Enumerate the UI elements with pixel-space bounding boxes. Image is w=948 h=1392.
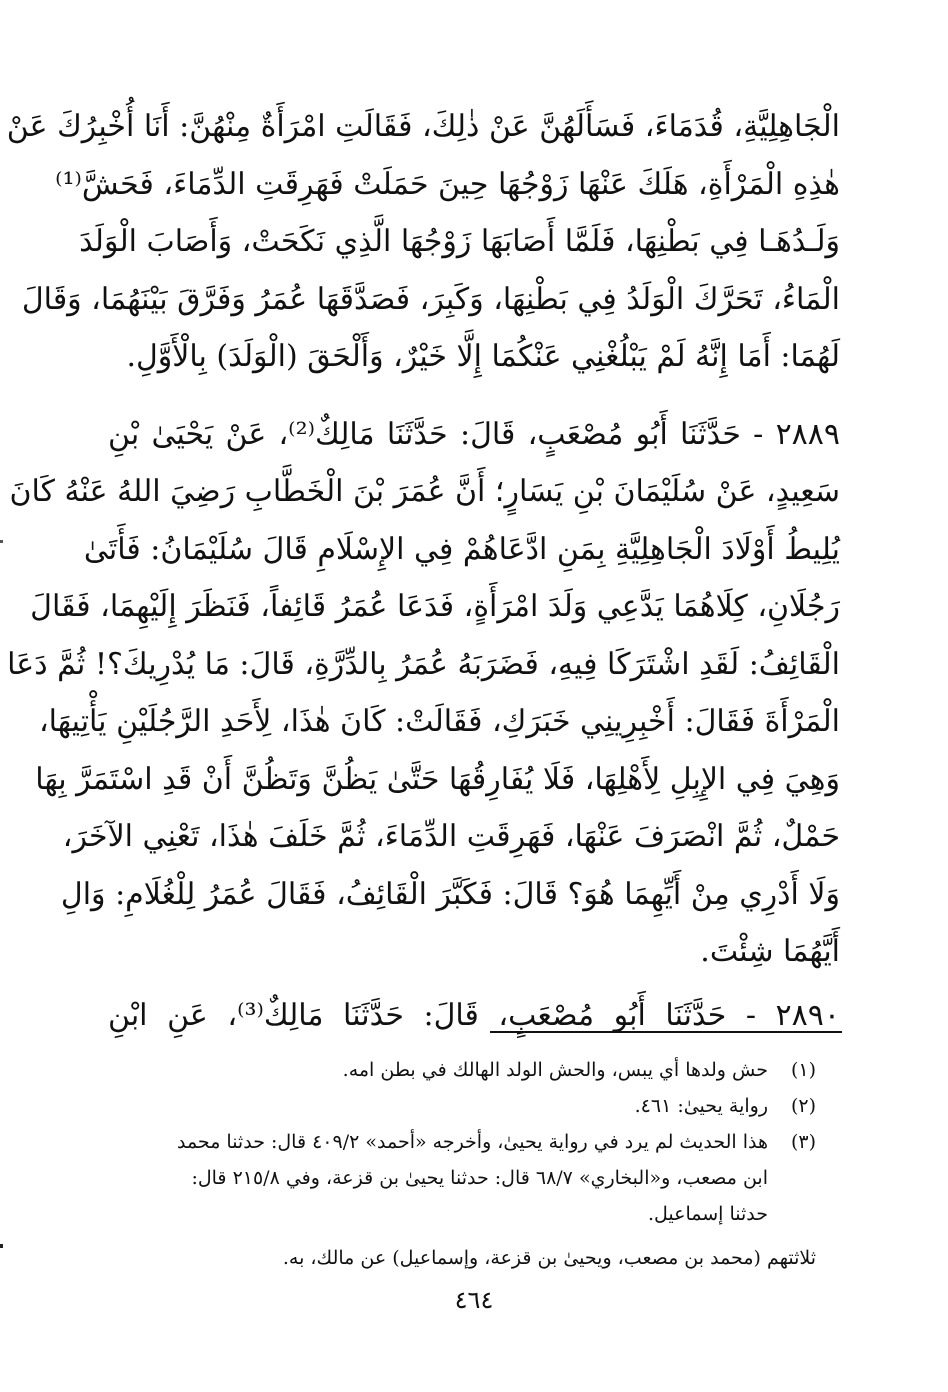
- footnote-text: هذا الحديث لم يرد في رواية يحيىٰ، وأخرجه «أحمد» ٤٠٩/٢ قال: حدثنا محمد: [176, 1131, 768, 1153]
- footnote-1: [104, 1052, 816, 1088]
- text-line: الْمَرْأَةَ فَقَالَ: أَخْبِرِينِي خَبَرَكِ، فَقَالَتْ: كَانَ هٰذَا، لِأَحَدِ الرَّجُلَيْنِ يَأْتِيهَا،: [38, 704, 840, 739]
- footnote-number: (٢): [790, 1095, 816, 1117]
- text-line: وَلَا أَدْرِي مِنْ أَيِّهِمَا هُوَ؟ قَالَ: فَكَبَّرَ الْقَائِفُ، فَقَالَ عُمَرُ لِلْغُلَامِ: وَالِ: [60, 876, 840, 912]
- footnote-text: حش ولدها أي يبس، والحش الولد الهالك في بطن امه.: [342, 1059, 768, 1081]
- text-line: الْقَائِفُ: لَقَدِ اشْتَرَكَا فِيهِ، فَضَرَبَهُ عُمَرُ بِالدِّرَّةِ، قَالَ: مَا يُدْرِيكَ؟! ثُمَّ دَعَا: [7, 646, 840, 682]
- footnote-continuation: ثلاثتهم (محمد بن مصعب، ويحيىٰ بن قزعة، وإسماعيل) عن مالك، به.: [282, 1247, 816, 1269]
- hadith-2890-heading-line: ٢٨٩٠ - حَدَّثَنَا أَبُو مُصْعَبٍ، قَالَ: حَدَّثَنَا مَالِكٌ⁽³⁾، عَنِ ابْنِ: [108, 997, 840, 1033]
- text-line: سَعِيدٍ، عَنْ سُلَيْمَانَ بْنِ يَسَارٍ؛ أَنَّ عُمَرَ بْنَ الْخَطَّابِ رَضِيَ اللهُ عَنْهُ كَانَ: [9, 474, 840, 509]
- footnote-number: (١): [790, 1059, 816, 1081]
- hadith-2889-heading-line: ٢٨٨٩ - حَدَّثَنَا أَبُو مُصْعَبٍ، قَالَ: حَدَّثَنَا مَالِكٌ⁽²⁾، عَنْ يَحْيَىٰ بْنِ: [108, 416, 841, 452]
- text-line: وَهِيَ فِي الإِبِلِ لِأَهْلِهَا، فَلَا يُفَارِقُهَا حَتَّىٰ يَظُنَّ وَتَظُنَّ أَنْ قَدِ اسْتَمَرَّ بِهَا: [35, 761, 840, 797]
- text-line: الْمَاءُ، تَحَرَّكَ الْوَلَدُ فِي بَطْنِهَا، وَكَبِرَ، فَصَدَّقَهَا عُمَرُ وَفَرَّقَ بَيْنَهُمَا، وَقَالَ: [21, 281, 840, 317]
- footnote-2: [104, 1088, 816, 1124]
- footnote-text: حدثنا إسماعيل.: [647, 1203, 768, 1225]
- text-line: رَجُلَانِ، كِلَاهُمَا يَدَّعِي وَلَدَ امْرَأَةٍ، فَدَعَا عُمَرُ قَائِفاً، فَنَظَرَ إِلَيْهِمَا، فَقَالَ: [30, 589, 840, 624]
- scan-speck: [0, 1244, 3, 1248]
- footnote-number: (٣): [790, 1131, 816, 1153]
- text-line: هٰذِهِ الْمَرْأَةِ، هَلَكَ عَنْهَا زَوْجُهَا حِينَ حَمَلَتْ فَهَرِقَتِ الدِّمَاءَ، فَحَشَّ⁽¹⁾: [55, 166, 840, 202]
- footnotes: [104, 1052, 816, 1276]
- text-line: لَهُمَا: أَمَا إِنَّهُ لَمْ يَبْلُغْنِي عَنْكُمَا إِلَّا خَيْرٌ، وَأَلْحَقَ (الْوَلَدَ) بِالْأَوَّلِ.: [126, 339, 840, 374]
- text-line: الْجَاهِلِيَّةِ، قُدَمَاءَ، فَسَأَلَهُنَّ عَنْ ذٰلِكَ، فَقَالَتِ امْرَأَةٌ مِنْهُنَّ: أَنَا أُخْبِرُكَ عَنْ: [6, 109, 840, 144]
- scan-speck: [0, 540, 3, 543]
- text-line: يُلِيطُ أَوْلَادَ الْجَاهِلِيَّةِ بِمَنِ ادَّعَاهُمْ فِي الإِسْلَامِ قَالَ سُلَيْمَانُ: فَأَتَىٰ: [83, 531, 840, 567]
- footnote-separator: [490, 1031, 842, 1033]
- text-line: حَمْلٌ، ثُمَّ انْصَرَفَ عَنْهَا، فَهَرِقَتِ الدِّمَاءَ، ثُمَّ خَلَفَ هٰذَا، تَعْنِي الآخَرَ،: [62, 819, 840, 854]
- page-number: ٤٦٤: [454, 1286, 494, 1314]
- footnote-text: رواية يحيىٰ: ٤٦١.: [634, 1095, 768, 1117]
- footnote-text: ابن مصعب، و«البخاري» ٦٨/٧ قال: حدثنا يحيىٰ بن قزعة، وفي ٢١٥/٨ قال:: [191, 1167, 768, 1189]
- text-line: وَلَـدُهَـا فِي بَطْنِهَا، فَلَمَّا أَصَابَهَا زَوْجُهَا الَّذِي نَكَحَتْ، وَأَصَابَ الْوَلَدَ: [79, 224, 840, 259]
- main-text: [6, 98, 841, 1044]
- footnote-3: [104, 1124, 816, 1232]
- text-line: أَيَّهُمَا شِئْتَ.: [700, 934, 840, 969]
